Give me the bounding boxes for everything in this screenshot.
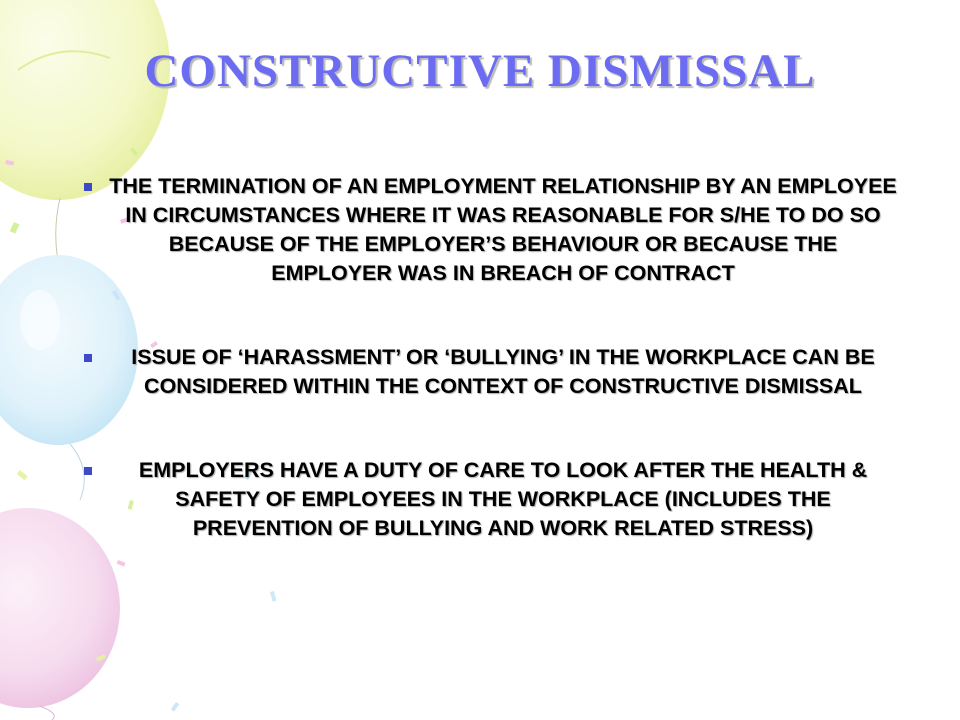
slide-title: CONSTRUCTIVE DISMISSAL <box>144 45 816 97</box>
square-bullet-icon <box>84 183 92 191</box>
bullet-item-harassment <box>78 343 898 401</box>
bullet-list <box>78 172 898 598</box>
square-bullet-icon <box>84 354 92 362</box>
bullet-text: THE TERMINATION OF AN EMPLOYMENT RELATIONSHIP BY AN EMPLOYEE IN CIRCUMSTANCES WHERE IT WAS REASONABLE FOR S/HE TO DO SO BECAUSE OF THE EMPLOYER’S BEHAVIOUR OR BECAUSE THE EMPLOYER WAS IN BREACH OF CONTRACT <box>109 174 897 285</box>
bullet-item-definition <box>78 172 898 288</box>
bullet-text: ISSUE OF ‘HARASSMENT’ OR ‘BULLYING’ IN THE WORKPLACE CAN BE CONSIDERED WITHIN THE CONTEXT OF CONSTRUCTIVE DISMISSAL <box>131 345 875 398</box>
square-bullet-icon <box>84 467 92 475</box>
bullet-item-duty-of-care <box>78 456 898 543</box>
bullet-text: EMPLOYERS HAVE A DUTY OF CARE TO LOOK AFTER THE HEALTH & SAFETY OF EMPLOYEES IN THE WORKPLACE (INCLUDES THE PREVENTION OF BULLYING AND WORK RELATED STRESS) <box>138 458 868 540</box>
